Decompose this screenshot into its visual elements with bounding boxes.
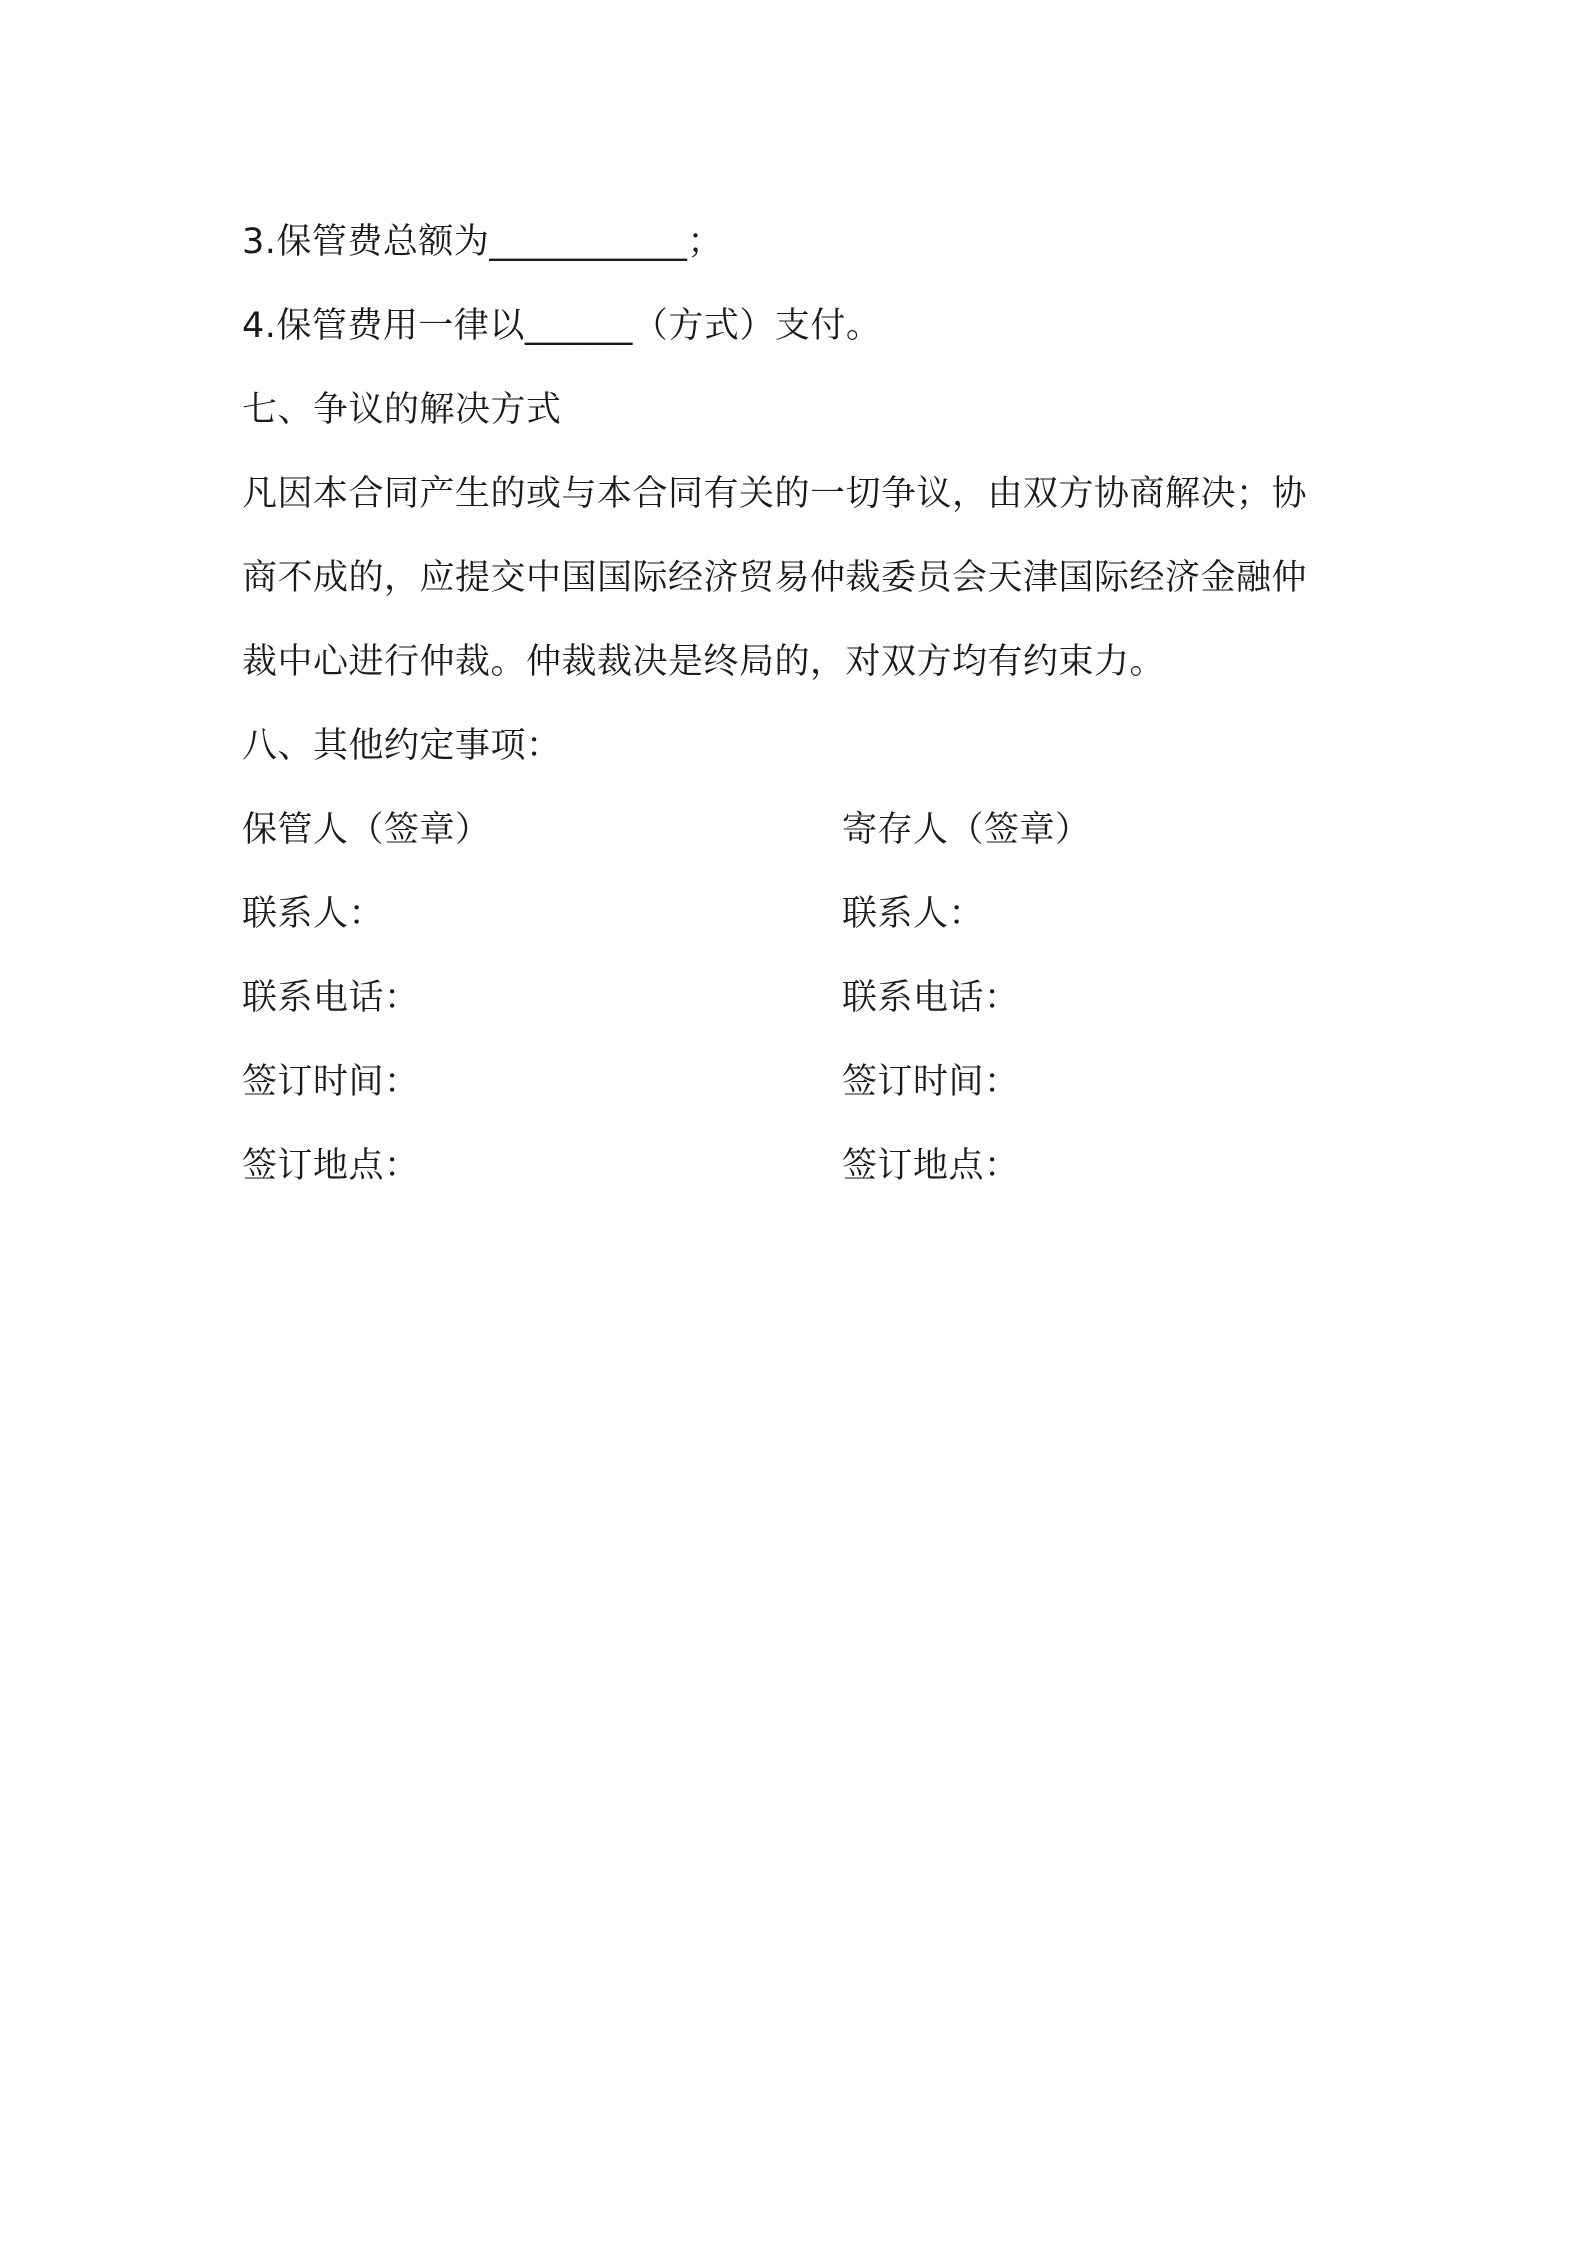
custodian-date-label: 签订时间： xyxy=(242,1062,420,1102)
dispute-clause-line-3: 裁中心进行仲裁。仲裁裁决是终局的，对双方均有约束力。 xyxy=(242,642,1166,682)
fee-total-line: 3.保管费总额为___________； xyxy=(242,222,723,262)
document-body xyxy=(242,200,1352,1208)
depositor-date-label: 签订时间： xyxy=(842,1062,1020,1102)
section-8-heading: 八、其他约定事项： xyxy=(242,726,562,766)
depositor-contact-label: 联系人： xyxy=(842,894,985,934)
signature-date-row xyxy=(242,1040,1352,1124)
depositor-seal-label: 寄存人（签章） xyxy=(842,810,1091,850)
dispute-clause-line-2: 商不成的，应提交中国国际经济贸易仲裁委员会天津国际经济金融仲 xyxy=(242,558,1308,598)
depositor-place-label: 签订地点： xyxy=(842,1146,1020,1186)
custodian-contact-label: 联系人： xyxy=(242,894,385,934)
signature-place-row xyxy=(242,1124,1352,1208)
custodian-seal-label: 保管人（签章） xyxy=(242,810,491,850)
dispute-clause-line-1: 凡因本合同产生的或与本合同有关的一切争议，由双方协商解决；协 xyxy=(242,474,1308,514)
depositor-phone-label: 联系电话： xyxy=(842,978,1020,1018)
signature-contact-row xyxy=(242,872,1352,956)
fee-payment-method-line: 4.保管费用一律以______（方式）支付。 xyxy=(242,306,882,346)
signature-phone-row xyxy=(242,956,1352,1040)
signature-party-row xyxy=(242,788,1352,872)
section-7-heading: 七、争议的解决方式 xyxy=(242,390,562,430)
custodian-place-label: 签订地点： xyxy=(242,1146,420,1186)
custodian-phone-label: 联系电话： xyxy=(242,978,420,1018)
